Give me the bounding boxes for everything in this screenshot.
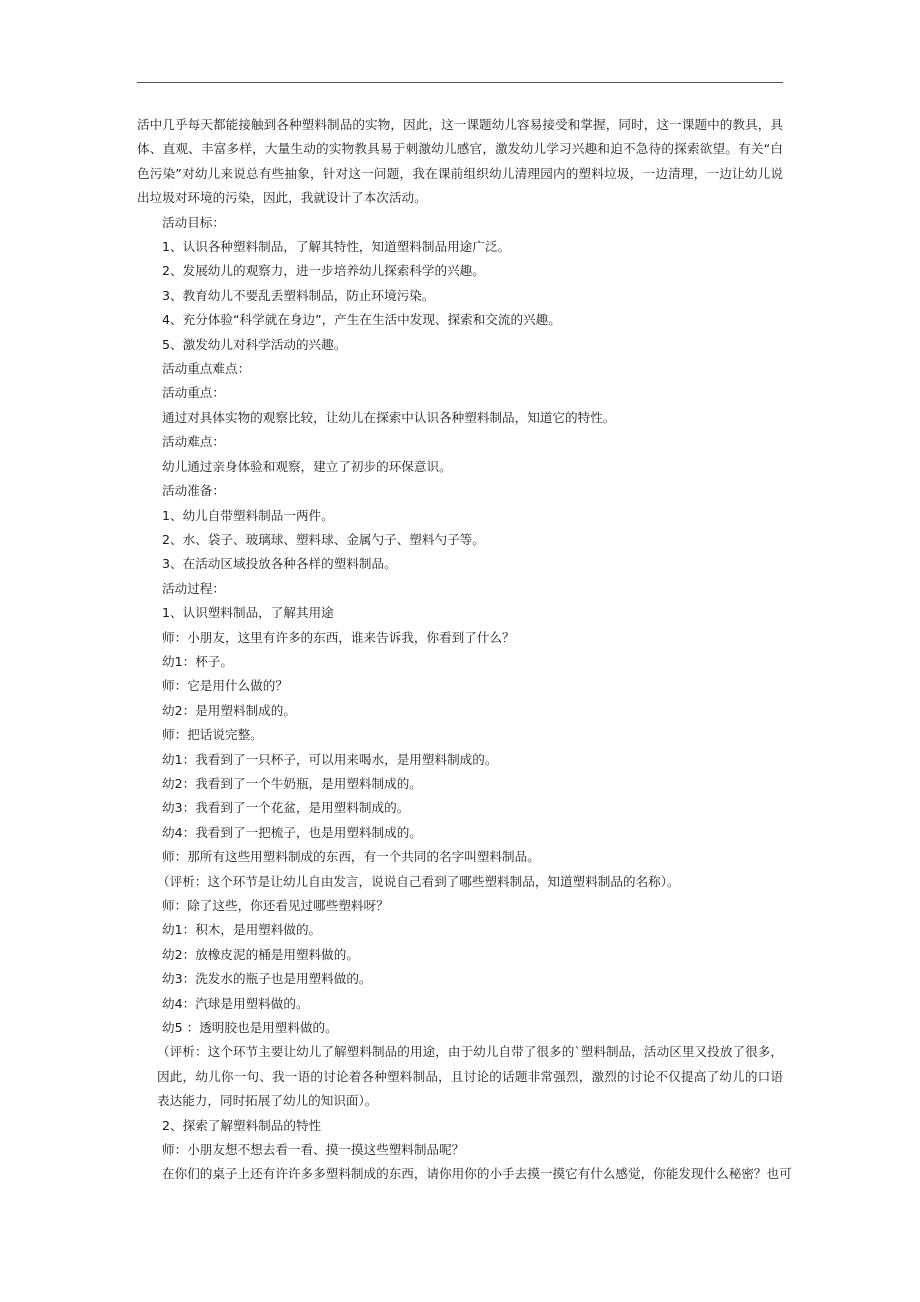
dialogue-line: 师：除了这些，你还看见过哪些塑料呀？ (162, 898, 389, 913)
heading-preparation: 活动准备： (162, 483, 225, 499)
dialogue-line: 幼5 ：透明胶也是用塑料做的。 (162, 1020, 338, 1036)
goal-item: 4、充分体验“科学就在身边”，产生在生活中发现、探索和交流的兴趣。 (162, 312, 561, 328)
dialogue-line: 师：把话说完整。 (162, 727, 263, 743)
header-rule (137, 82, 783, 83)
dialogue-line: 幼3：我看到了一个花盆，是用塑料制成的。 (162, 800, 410, 816)
intro-paragraph: 活中几乎每天都能接触到各种塑料制品的实物，因此，这一课题幼儿容易接受和掌握，同时，这一课题中的教具，具体、直观、丰富多样，大量生动的实物教具易于刺激幼儿感官，激发幼儿学习兴趣和迫不急待的探索欲望。有关“白色污染”对幼儿来说总有些抽象，针对这一问题，我在课前组织幼儿清理园内的塑料垃圾，一边清理，一边让幼儿说出垃圾对环境的污染，因此，我就设计了本次活动。 (137, 117, 783, 206)
heading-key-points: 活动重点： (162, 385, 225, 401)
dialogue-line: 幼4：汽球是用塑料做的。 (162, 995, 309, 1011)
dialogue-line: 幼2：放橡皮泥的桶是用塑料做的。 (162, 946, 359, 962)
preparation-item: 3、在活动区域投放各种各样的塑料制品。 (162, 556, 397, 572)
document-body (137, 113, 792, 1187)
preparation-item: 1、幼儿自带塑料制品一两件。 (162, 507, 334, 523)
dialogue-line: 师：它是用什么做的？ (162, 678, 288, 694)
heading-difficult-points: 活动难点： (162, 434, 225, 450)
dialogue-line: 幼1：我看到了一只杯子，可以用来喝水，是用塑料制成的。 (162, 751, 498, 767)
dialogue-line: 师：小朋友，这里有许多的东西，谁来告诉我，你看到了什么？ (162, 629, 515, 645)
heading-process: 活动过程： (162, 580, 225, 596)
difficult-point-text: 幼儿通过亲身体验和观察，建立了初步的环保意识。 (162, 458, 452, 474)
dialogue-line: 师：那所有这些用塑料制成的东西，有一个共同的名字叫塑料制品。 (162, 849, 540, 865)
body-text-line: 在你们的桌子上还有许许多多塑料制成的东西，请你用你的小手去摸一摸它有什么感觉，你能发现什么秘密？也可 (162, 1166, 792, 1182)
dialogue-line: 幼1：杯子。 (162, 653, 233, 669)
dialogue-line: 幼2：我看到了一个牛奶瓶，是用塑料制成的。 (162, 775, 422, 791)
dialogue-line: 幼4：我看到了一把梳子，也是用塑料制成的。 (162, 824, 422, 840)
dialogue-line: 幼1：积木，是用塑料做的。 (162, 922, 322, 938)
dialogue-line: 幼3：洗发水的瓶子也是用塑料做的。 (162, 971, 372, 987)
goal-item: 2、发展幼儿的观察力，进一步培养幼儿探索科学的兴趣。 (162, 263, 485, 279)
process-step: 2、探索了解塑料制品的特性 (162, 1117, 322, 1133)
goal-item: 1、认识各种塑料制品，了解其特性，知道塑料制品用途广泛。 (162, 239, 511, 255)
key-point-text: 通过对具体实物的观察比较，让幼儿在探索中认识各种塑料制品，知道它的特性。 (162, 409, 616, 425)
heading-key-difficult: 活动重点难点： (162, 361, 251, 377)
dialogue-line: 师：小朋友想不想去看一看、摸一摸这些塑料制品呢？ (162, 1142, 465, 1158)
preparation-item: 2、水、袋子、玻璃球、塑料球、金属勺子、塑料勺子等。 (162, 531, 485, 547)
goal-item: 5、激发幼儿对科学活动的兴趣。 (162, 336, 347, 352)
dialogue-line: 幼2：是用塑料制成的。 (162, 702, 296, 718)
commentary: （评析：这个环节是让幼儿自由发言，说说自己看到了哪些塑料制品，知道塑料制品的名称）。 (157, 873, 680, 889)
goal-item: 3、教育幼儿不要乱丢塑料制品，防止环境污染。 (162, 287, 435, 303)
heading-activity-goals: 活动目标： (162, 214, 225, 230)
process-step: 1、认识塑料制品，了解其用途 (162, 605, 334, 621)
commentary: （评析：这个环节主要让幼儿了解塑料制品的用途，由于幼儿自带了很多的`塑料制品，活动区里又投放了很多，因此，幼儿你一句、我一语的讨论着各种塑料制品，且讨论的话题非常强烈，激烈的讨论不仅提高了幼儿的口语表达能力，同时拓展了幼儿的知识面）。 (157, 1044, 783, 1109)
